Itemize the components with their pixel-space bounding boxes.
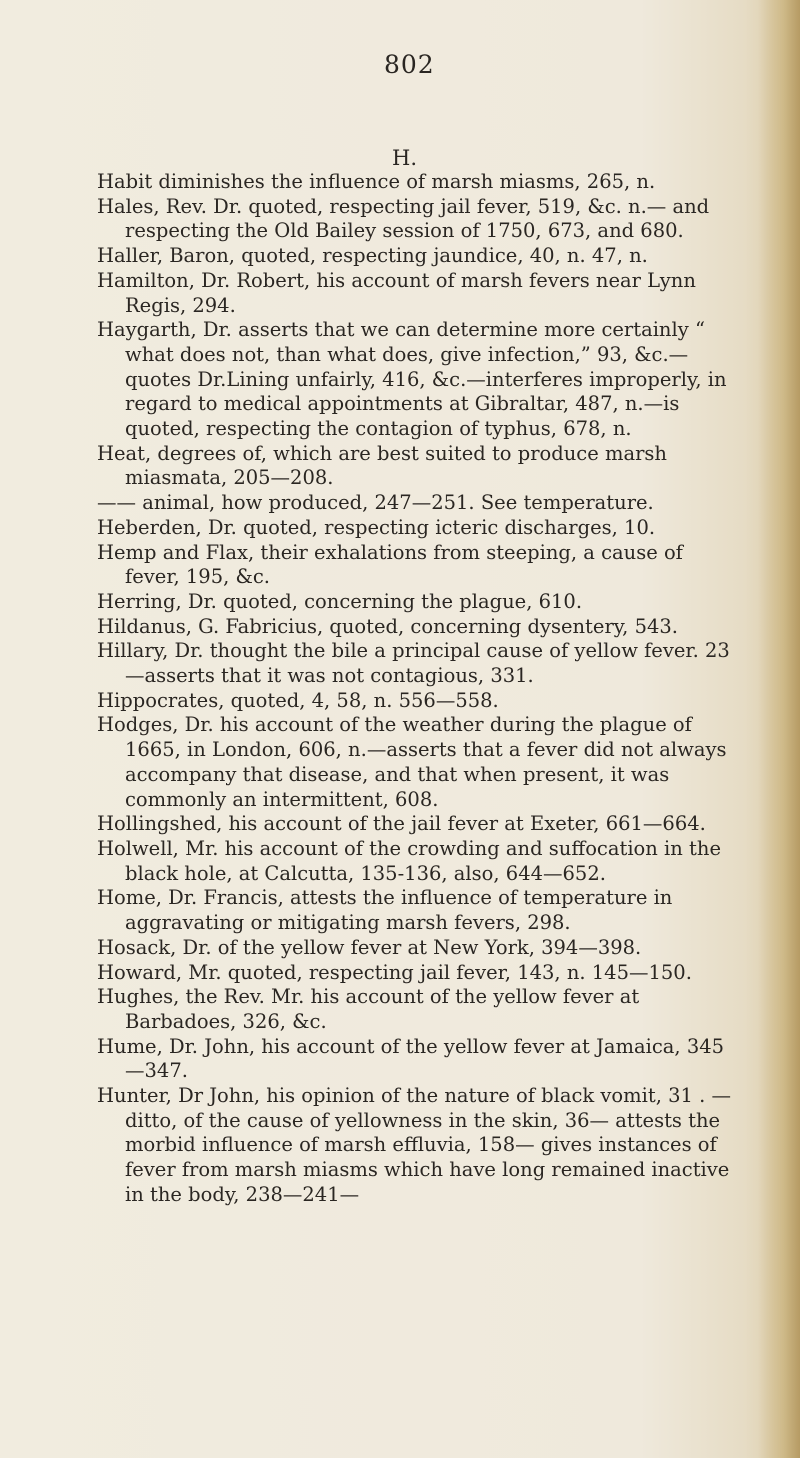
index-entry: Hildanus, G. Fabricius, quoted, concerning dysentery, 543. (97, 614, 679, 638)
index-entry: Haller, Baron, quoted, respecting jaundice, 40, n. 47, n. (97, 244, 648, 268)
index-entry: Holwell, Mr. his account of the crowding and suffocation in the black hole, at Calcutta, 135-136, also, 644—652. (97, 836, 721, 885)
page-edge (758, 0, 800, 1458)
index-entry: Habit diminishes the influence of marsh miasms, 265, n. (97, 170, 656, 193)
index-entry: Home, Dr. Francis, attests the influence of temperature in aggravating or mitigating marsh fevers, 298. (97, 886, 673, 935)
index-entry: Herring, Dr. quoted, concerning the plague, 610. (97, 589, 583, 613)
index-entry: Hales, Rev. Dr. quoted, respecting jail fever, 519, &c. n.— and respecting the Old Bailey session of 1750, 673, and 680. (97, 194, 710, 243)
index-entry: Hunter, Dr John, his opinion of the nature of black vomit, 31 . —ditto, of the cause of yellowness in the skin, 36— attests the morbid influence of marsh effluvia, 158— gives instances of fever from marsh miasms which have long remained inactive in the body, 238—241— (97, 1084, 732, 1206)
index-entry: Heberden, Dr. quoted, respecting icteric discharges, 10. (97, 515, 656, 539)
index-entry: Hippocrates, quoted, 4, 58, n. 556—558. (97, 688, 499, 712)
index-entry: Hemp and Flax, their exhalations from steeping, a cause of fever, 195, &c. (97, 540, 683, 589)
page-number: 802 (384, 50, 435, 79)
index-entry: Hughes, the Rev. Mr. his account of the yellow fever at Barbadoes, 326, &c. (97, 985, 640, 1033)
index-entry: Hillary, Dr. thought the bile a principal cause of yellow fever. 23—asserts that it was not contagious, 331. (97, 639, 730, 688)
section-heading: H. (392, 146, 417, 170)
index-entry: Howard, Mr. quoted, respecting jail fever, 143, n. 145—150. (97, 960, 692, 984)
index-entry: Hodges, Dr. his account of the weather during the plague of 1665, in London, 606, n.—asserts that a fever did not always accompany that disease, and that when present, it was commonly an intermittent, 608. (97, 713, 727, 811)
index-entry: Heat, degrees of, which are best suited to produce marsh miasmata, 205—208. (97, 441, 667, 490)
index-entry: Hosack, Dr. of the yellow fever at New York, 394—398. (97, 935, 642, 959)
index-entry: Hollingshed, his account of the jail fever at Exeter, 661—664. (97, 812, 706, 836)
index-entry: Hume, Dr. John, his account of the yellow fever at Jamaica, 345—347. (97, 1034, 725, 1083)
index-list (97, 170, 737, 1208)
index-entry: —— animal, how produced, 247—251. See temperature. (97, 491, 654, 515)
index-entry: Hamilton, Dr. Robert, his account of marsh fevers near Lynn Regis, 294. (97, 268, 696, 317)
index-entry: Haygarth, Dr. asserts that we can determine more certainly “ what does not, than what does, give infection,” 93, &c.—quotes Dr.Lining unfairly, 416, &c.—interferes improperly, in regard to medical appointments at Gibraltar, 487, n.—is quoted, respecting the contagion of typhus, 678, n. (97, 318, 727, 441)
